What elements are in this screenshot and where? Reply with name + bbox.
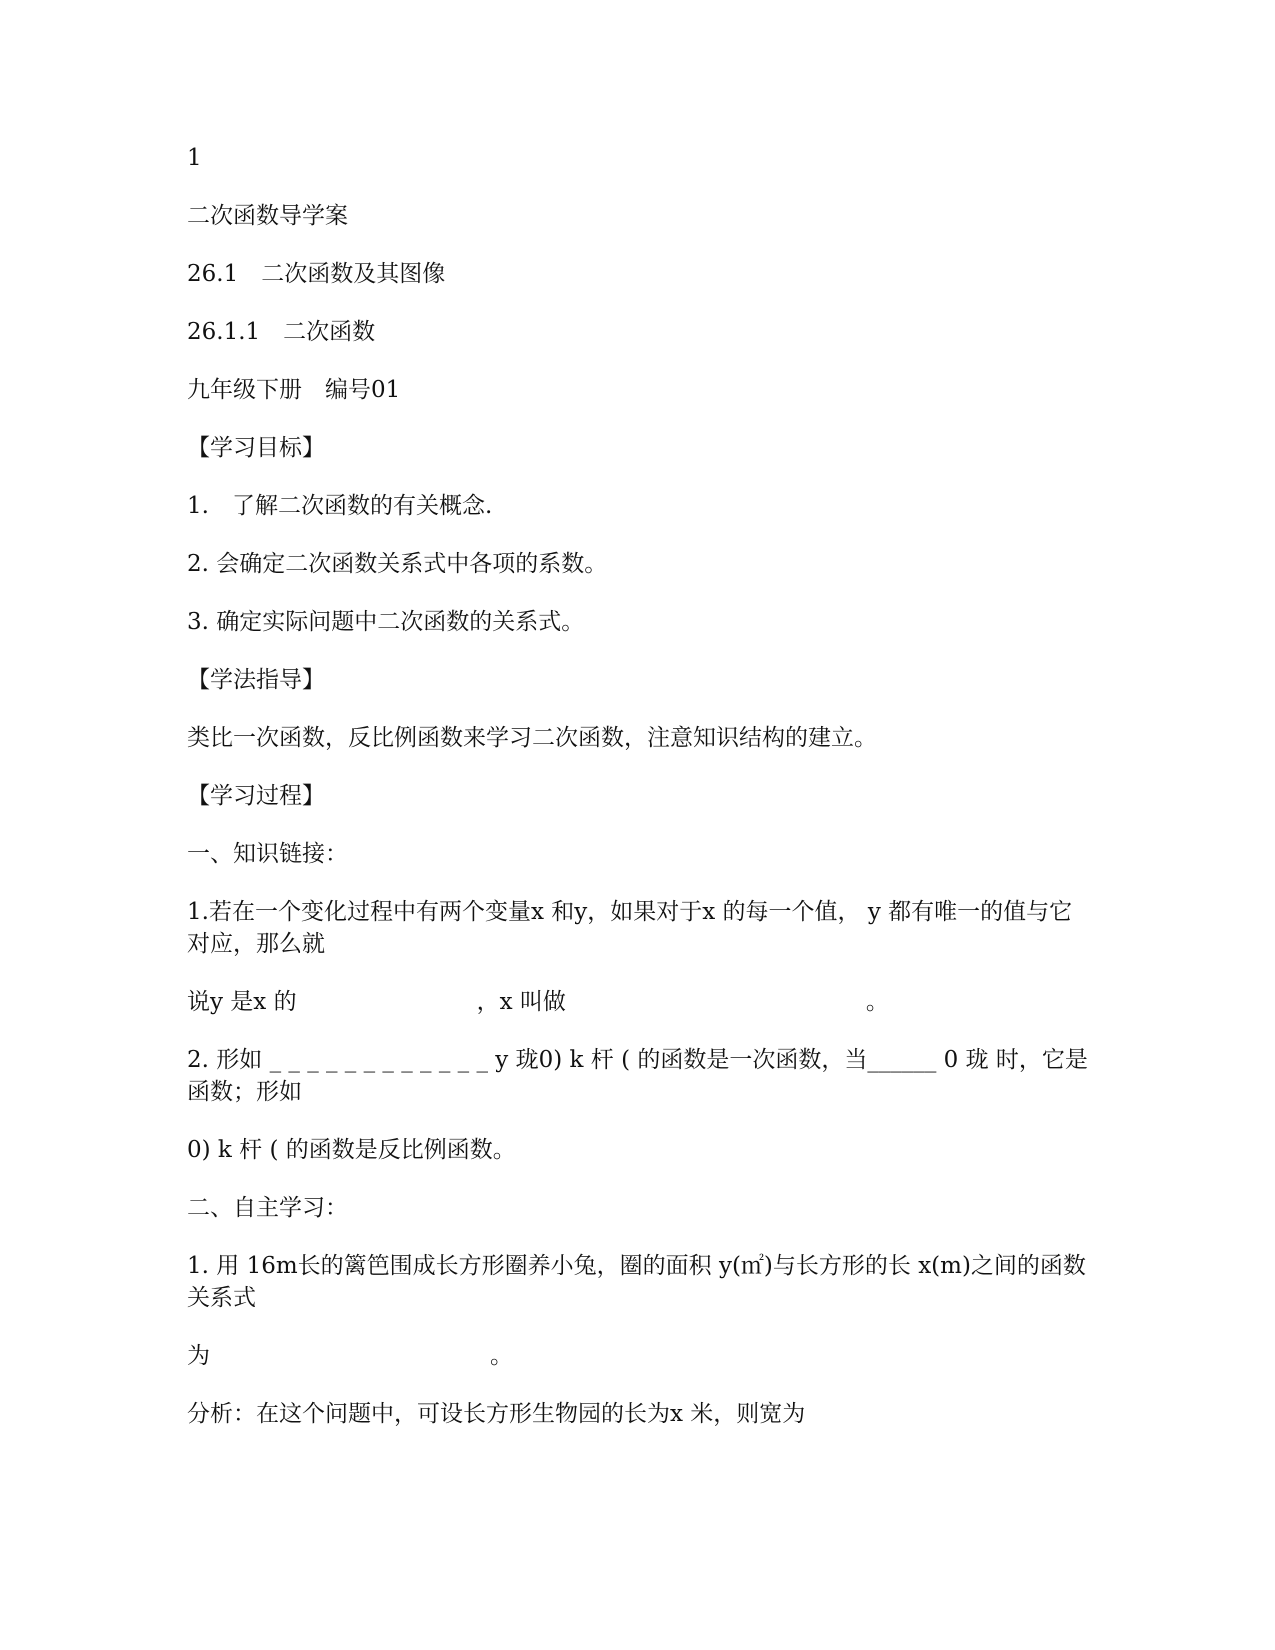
question-1-part-c: 。 (865, 989, 889, 1015)
section-heading: 26.1 二次函数及其图像 (187, 261, 446, 287)
part-two-heading: 二、自主学习： (187, 1195, 348, 1221)
question-1-part-a: 说y 是x 的 (187, 989, 297, 1015)
question-1-blanks (187, 986, 889, 1018)
self-study-question-1-blank (187, 1340, 513, 1372)
objective-item: 1. 了解二次函数的有关概念. (187, 493, 493, 519)
question-2-text: 2. 形如 _ _ _ _ _ _ _ _ _ _ _ _ y 珑0) k 杆 ( 的函数是一次函数，当______ 0 珑 时，它是 函数；形如 (187, 1047, 1088, 1105)
document-title: 二次函数导学案 (187, 203, 348, 229)
self-study-question-1: 1. 用 16m长的篱笆围成长方形圈养小兔，圈的面积 y(㎡)与长方形的长 x(m)之间的函数关系式 (187, 1253, 1086, 1311)
heading-learning-objectives: 【学习目标】 (187, 435, 325, 461)
page-number: 1 (187, 145, 202, 171)
answer-prefix: 为 (187, 1343, 210, 1369)
analysis-text: 分析：在这个问题中，可设长方形生物园的长为x 米，则宽为 (187, 1401, 806, 1427)
subsection-heading: 26.1.1 二次函数 (187, 319, 376, 345)
question-1-text: 1.若在一个变化过程中有两个变量x 和y，如果对于x 的每一个值， y 都有唯一的值与它对应，那么就 (187, 899, 1073, 957)
part-one-heading: 一、知识链接： (187, 841, 348, 867)
heading-learning-process: 【学习过程】 (187, 783, 325, 809)
objective-item: 3. 确定实际问题中二次函数的关系式。 (187, 609, 585, 635)
question-1-part-b: ，x 叫做 (476, 989, 566, 1015)
grade-info: 九年级下册 编号01 (187, 377, 401, 403)
question-2-continuation: 0) k 杆 ( 的函数是反比例函数。 (187, 1137, 516, 1163)
answer-end-mark: 。 (490, 1343, 513, 1369)
learning-method-text: 类比一次函数，反比例函数来学习二次函数，注意知识结构的建立。 (187, 725, 877, 751)
objective-item: 2. 会确定二次函数关系式中各项的系数。 (187, 551, 608, 577)
heading-learning-method: 【学法指导】 (187, 667, 325, 693)
